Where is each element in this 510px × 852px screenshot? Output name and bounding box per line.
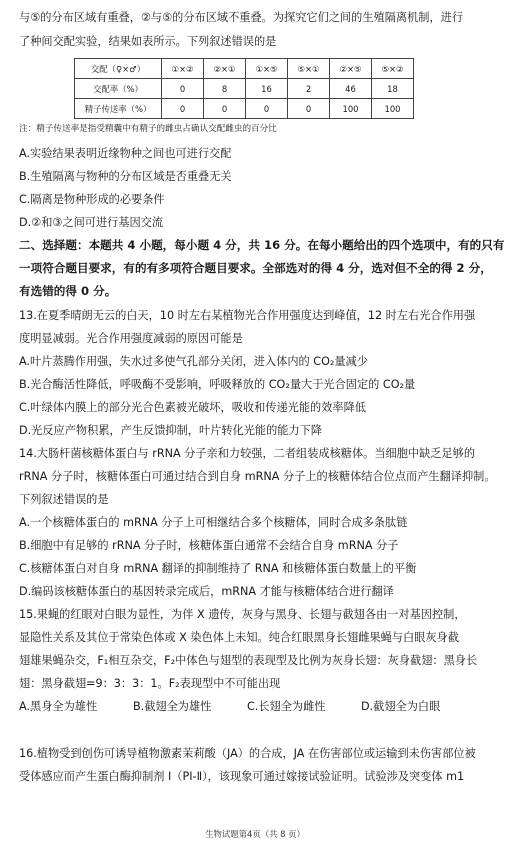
table-cell: 精子传送率（%） [75, 99, 162, 119]
question-text: 下列叙述错误的是 [19, 493, 109, 506]
table-cell: 8 [204, 79, 246, 99]
page-footer: 生物试题第4页（共 8 页） [205, 829, 305, 839]
table-header: ①×② [162, 59, 204, 79]
table-cell: 0 [288, 99, 330, 119]
table-header: 交配（♀×♂） [75, 59, 162, 79]
table-header: ①×⑤ [246, 59, 288, 79]
intro-line: 了种间交配实验，结果如表所示。下列叙述错误的是 [19, 35, 277, 48]
question-text: rRNA 分子时，核糖体蛋白可通过结合到自身 mRNA 分子上的核糖体结合位点而产生翻译抑制。 [19, 470, 496, 483]
question-text: 翅雄果蝇杂交，F₁相互杂交，F₂中体色与翅型的表现型及比例为灰身长翅：灰身截翅：黑身长 [19, 654, 478, 667]
table-header-row [75, 59, 414, 79]
option-item: B.光合酶活性降低，呼吸酶不受影响，呼吸释放的 CO₂量大于光合固定的 CO₂量 [19, 378, 416, 391]
question-text: 显隐性关系及其位于常染色体或 X 染色体上未知。纯合红眼黑身长翅雌果蝇与白眼灰身截 [19, 631, 459, 644]
table-header: ②×① [204, 59, 246, 79]
table-row [75, 79, 414, 99]
option-item: A.黑身全为雄性 [19, 700, 98, 713]
table-header: ⑤×② [372, 59, 414, 79]
question-text: 15.果蝇的红眼对白眼为显性，为伴 X 遗传，灰身与黑身、长翅与截翅各由一对基因控制， [19, 608, 466, 621]
table-header: ⑤×① [288, 59, 330, 79]
section-heading: 有选错的得 0 分。 [19, 284, 117, 298]
option-item: D.光反应产物积累，产生反馈抑制，叶片转化光能的能力下降 [19, 424, 323, 437]
section-heading: 二、选择题：本题共 4 小题，每小题 4 分，共 16 分。在每小题给出的四个选项中，有的只有 [19, 238, 505, 252]
table-cell: 0 [162, 79, 204, 99]
question-text: 受体感应而产生蛋白酶抑制剂 I（PI-Ⅱ），该现象可通过嫁接试验证明。试验涉及突变体 m1 [19, 770, 465, 783]
table-cell: 0 [162, 99, 204, 119]
option-item: B.细胞中有足够的 rRNA 分子时，核糖体蛋白通常不会结合自身 mRNA 分子 [19, 539, 399, 552]
option-item: C.长翅全为雌性 [247, 700, 326, 713]
table-cell: 46 [330, 79, 372, 99]
table-cell: 100 [330, 99, 372, 119]
option-item: C.核糖体蛋白对自身 mRNA 翻译的抑制维持了 RNA 和核糖体蛋白数量上的平衡 [19, 562, 417, 575]
question-text: 度明显减弱。光合作用强度减弱的原因可能是 [19, 332, 243, 345]
table-cell: 18 [372, 79, 414, 99]
option-item: D.编码该核糖体蛋白的基因转录完成后，mRNA 才能与核糖体结合进行翻译 [19, 585, 394, 598]
table-row [75, 99, 414, 119]
option-item: A.叶片蒸腾作用强，失水过多使气孔部分关闭，进入体内的 CO₂量减少 [19, 355, 368, 368]
question-text: 13.在夏季晴朗无云的白天，10 时左右某植物光合作用强度达到峰值，12 时左右光合作用强 [19, 309, 476, 322]
question-text: 14.大肠杆菌核糖体蛋白与 rRNA 分子亲和力较强，二者组装成核糖体。当细胞中缺乏足够的 [19, 447, 476, 460]
section-heading: 一项符合题目要求，有的有多项符合题目要求。全部选对的得 4 分，选对但不全的得 2 分， [19, 261, 492, 275]
option-item: B.生殖隔离与物种的分布区域是否重叠无关 [19, 170, 232, 183]
table-cell: 交配率（%） [75, 79, 162, 99]
table-header: ②×⑤ [330, 59, 372, 79]
option-item: A.一个核糖体蛋白的 mRNA 分子上可相继结合多个核糖体，同时合成多条肽链 [19, 516, 408, 529]
question-text: 翅：黑身截翅=9：3：3：1。F₂表现型中不可能出现 [19, 677, 281, 690]
option-item: D.截翅全为白眼 [361, 700, 441, 713]
mating-table [74, 58, 414, 119]
option-item: A.实验结果表明近缘物种之间也可进行交配 [19, 147, 232, 160]
table-cell: 16 [246, 79, 288, 99]
option-item: C.隔离是物种形成的必要条件 [19, 193, 165, 206]
option-item: C.叶绿体内膜上的部分光合色素被光破坏，吸收和传递光能的效率降低 [19, 401, 366, 414]
question-text: 16.植物受到创伤可诱导植物激素茉莉酸（JA）的合成，JA 在伤害部位或运输到未伤害部位被 [19, 747, 476, 760]
table-cell: 0 [204, 99, 246, 119]
table-cell: 0 [246, 99, 288, 119]
table-cell: 2 [288, 79, 330, 99]
option-item: D.②和③之间可进行基因交流 [19, 216, 164, 229]
option-item: B.截翅全为雄性 [133, 700, 212, 713]
table-cell: 100 [372, 99, 414, 119]
table-note: 注：精子传送率是指受精囊中有精子的雌虫占确认交配雌虫的百分比 [19, 124, 277, 134]
intro-line: 与⑤的分布区域有重叠，②与⑤的分布区域不重叠。为探究它们之间的生殖隔离机制，进行 [19, 11, 464, 24]
